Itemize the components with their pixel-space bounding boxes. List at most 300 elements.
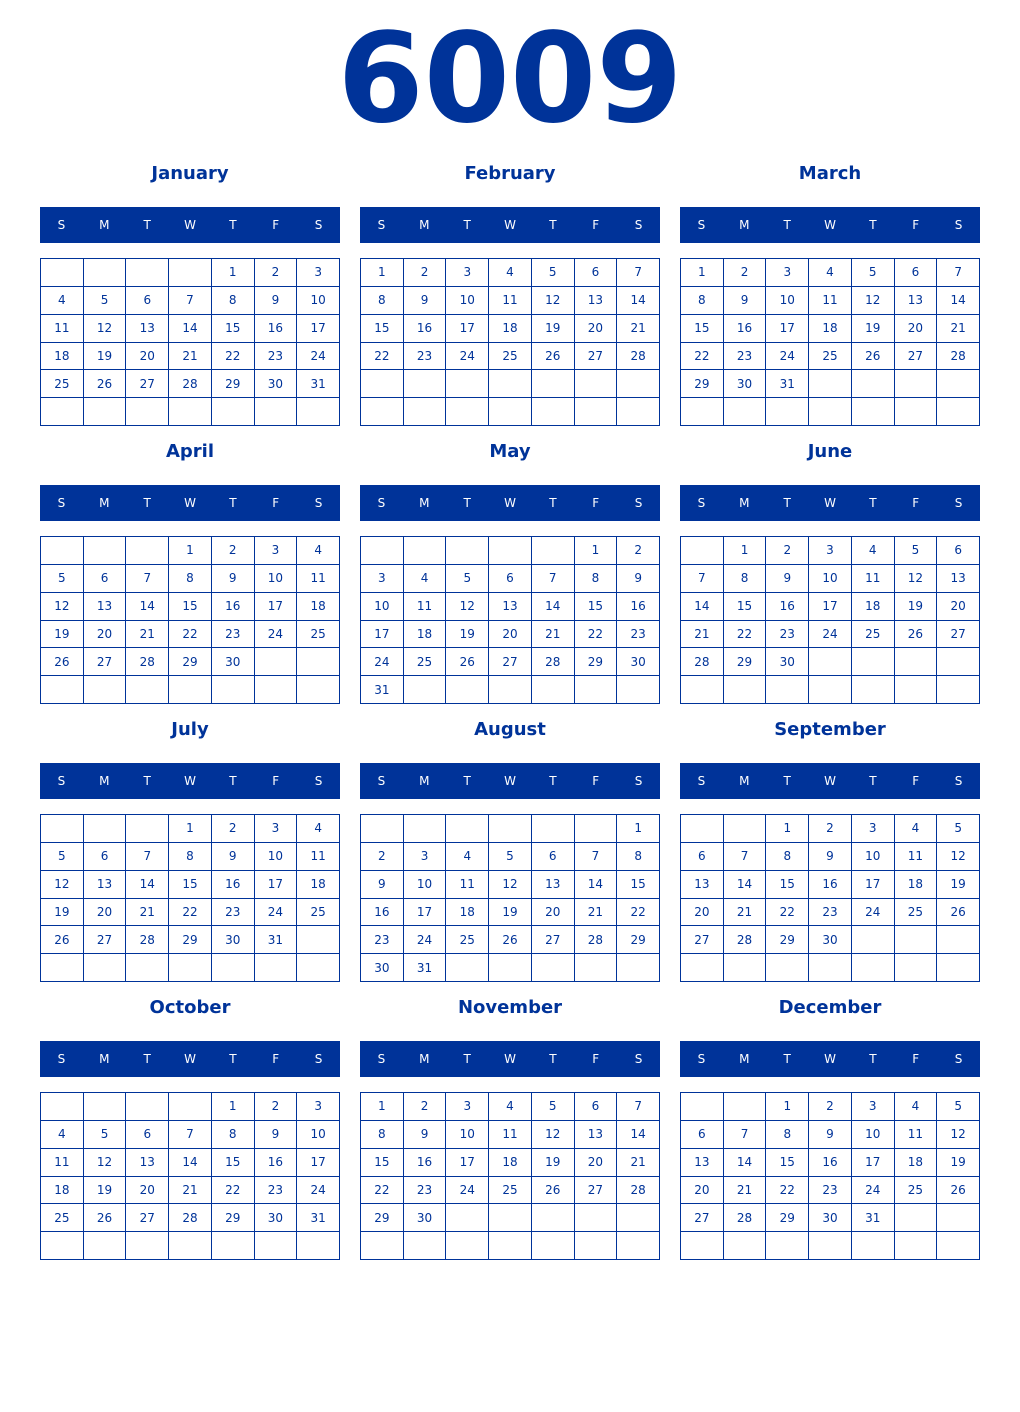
day-cell: 15 xyxy=(575,593,618,621)
day-cell: 26 xyxy=(532,1177,575,1205)
day-cell: 23 xyxy=(404,343,447,371)
month-name: October xyxy=(149,997,231,1018)
day-cell: 25 xyxy=(895,899,938,927)
weekday-label: T xyxy=(869,1052,877,1066)
month-name: June xyxy=(807,441,853,462)
day-cell: 23 xyxy=(255,343,298,371)
day-cell: 12 xyxy=(852,287,895,315)
day-cell: 13 xyxy=(681,871,724,899)
day-cell: 10 xyxy=(297,1121,340,1149)
day-cell: 12 xyxy=(446,593,489,621)
empty-cell xyxy=(724,954,767,982)
empty-cell xyxy=(895,398,938,426)
day-cell: 9 xyxy=(212,843,255,871)
weekday-header xyxy=(680,763,980,799)
day-cell: 15 xyxy=(212,1149,255,1177)
day-cell: 19 xyxy=(41,899,84,927)
day-cell: 11 xyxy=(297,565,340,593)
day-cell: 5 xyxy=(41,843,84,871)
day-cell: 12 xyxy=(84,315,127,343)
empty-cell xyxy=(404,537,447,565)
weekday-label: F xyxy=(272,496,280,510)
day-cell: 1 xyxy=(169,537,212,565)
weekday-label: F xyxy=(912,774,920,788)
empty-cell xyxy=(297,648,340,676)
weekday-label: W xyxy=(504,774,516,788)
day-cell: 14 xyxy=(532,593,575,621)
empty-cell xyxy=(446,537,489,565)
day-cell: 17 xyxy=(404,899,447,927)
day-cell: 10 xyxy=(404,871,447,899)
day-cell: 4 xyxy=(489,1093,532,1121)
weekday-label: T xyxy=(869,774,877,788)
weekday-header xyxy=(360,207,660,243)
day-cell: 11 xyxy=(895,1121,938,1149)
weekday-label: F xyxy=(912,218,920,232)
empty-cell xyxy=(84,259,127,287)
day-cell: 23 xyxy=(617,621,660,649)
day-cell: 14 xyxy=(169,1149,212,1177)
weekday-label: M xyxy=(419,1052,430,1066)
day-cell: 5 xyxy=(937,1093,980,1121)
day-cell: 9 xyxy=(766,565,809,593)
day-cell: 14 xyxy=(617,1121,660,1149)
weekday-label: W xyxy=(184,218,196,232)
empty-cell xyxy=(852,648,895,676)
day-cell: 12 xyxy=(41,593,84,621)
empty-cell xyxy=(297,926,340,954)
day-cell: 29 xyxy=(681,370,724,398)
day-cell: 15 xyxy=(169,871,212,899)
day-cell: 15 xyxy=(617,871,660,899)
month-name: December xyxy=(778,997,882,1018)
day-cell: 29 xyxy=(361,1204,404,1232)
month-name: April xyxy=(165,441,215,462)
day-cell: 20 xyxy=(489,621,532,649)
month-name: November xyxy=(457,997,563,1018)
empty-cell xyxy=(852,954,895,982)
day-grid xyxy=(40,536,340,704)
day-cell: 22 xyxy=(766,899,809,927)
day-cell: 2 xyxy=(255,259,298,287)
day-cell: 18 xyxy=(895,1149,938,1177)
day-cell: 26 xyxy=(41,926,84,954)
empty-cell xyxy=(446,1232,489,1260)
day-cell: 7 xyxy=(169,1121,212,1149)
day-cell: 4 xyxy=(895,1093,938,1121)
day-cell: 8 xyxy=(724,565,767,593)
weekday-label: W xyxy=(824,218,836,232)
day-cell: 9 xyxy=(255,1121,298,1149)
empty-cell xyxy=(617,954,660,982)
day-cell: 16 xyxy=(724,315,767,343)
empty-cell xyxy=(532,537,575,565)
day-cell: 6 xyxy=(532,843,575,871)
day-cell: 30 xyxy=(255,370,298,398)
day-cell: 7 xyxy=(724,1121,767,1149)
day-cell: 27 xyxy=(895,343,938,371)
day-cell: 30 xyxy=(766,648,809,676)
day-cell: 25 xyxy=(297,899,340,927)
empty-cell xyxy=(446,954,489,982)
day-cell: 2 xyxy=(212,815,255,843)
day-grid xyxy=(680,536,980,704)
day-cell: 9 xyxy=(404,1121,447,1149)
day-cell: 5 xyxy=(446,565,489,593)
empty-cell xyxy=(852,676,895,704)
empty-cell xyxy=(212,398,255,426)
day-cell: 28 xyxy=(617,1177,660,1205)
empty-cell xyxy=(169,1232,212,1260)
weekday-label: S xyxy=(377,496,386,510)
day-cell: 20 xyxy=(126,1177,169,1205)
day-cell: 6 xyxy=(126,1121,169,1149)
weekday-header xyxy=(360,485,660,521)
day-cell: 31 xyxy=(852,1204,895,1232)
weekday-label: M xyxy=(99,496,110,510)
day-cell: 8 xyxy=(617,843,660,871)
day-cell: 10 xyxy=(446,287,489,315)
empty-cell xyxy=(809,398,852,426)
day-cell: 16 xyxy=(404,1149,447,1177)
weekday-label: T xyxy=(783,218,791,232)
day-cell: 24 xyxy=(255,899,298,927)
weekday-label: F xyxy=(272,218,280,232)
day-cell: 7 xyxy=(532,565,575,593)
empty-cell xyxy=(297,954,340,982)
day-cell: 11 xyxy=(41,315,84,343)
day-cell: 23 xyxy=(766,621,809,649)
empty-cell xyxy=(681,676,724,704)
day-cell: 10 xyxy=(255,843,298,871)
empty-cell xyxy=(532,954,575,982)
day-cell: 6 xyxy=(84,565,127,593)
day-cell: 17 xyxy=(297,315,340,343)
day-cell: 18 xyxy=(489,1149,532,1177)
day-cell: 3 xyxy=(766,259,809,287)
empty-cell xyxy=(446,676,489,704)
weekday-label: W xyxy=(184,496,196,510)
day-cell: 25 xyxy=(809,343,852,371)
month-name: August xyxy=(474,719,546,740)
day-cell: 17 xyxy=(255,871,298,899)
weekday-label: T xyxy=(783,1052,791,1066)
day-cell: 16 xyxy=(809,1149,852,1177)
weekday-label: S xyxy=(954,774,963,788)
day-cell: 6 xyxy=(937,537,980,565)
empty-cell xyxy=(895,370,938,398)
empty-cell xyxy=(297,1232,340,1260)
day-cell: 21 xyxy=(617,315,660,343)
day-cell: 7 xyxy=(617,1093,660,1121)
day-cell: 1 xyxy=(766,815,809,843)
day-cell: 10 xyxy=(361,593,404,621)
day-cell: 21 xyxy=(681,621,724,649)
day-cell: 4 xyxy=(297,815,340,843)
day-cell: 26 xyxy=(446,648,489,676)
day-cell: 11 xyxy=(895,843,938,871)
day-cell: 25 xyxy=(489,1177,532,1205)
day-cell: 10 xyxy=(255,565,298,593)
day-grid xyxy=(680,1092,980,1260)
empty-cell xyxy=(126,398,169,426)
weekday-label: M xyxy=(739,496,750,510)
weekday-label: T xyxy=(143,774,151,788)
day-cell: 22 xyxy=(724,621,767,649)
empty-cell xyxy=(126,676,169,704)
weekday-label: S xyxy=(697,1052,706,1066)
day-cell: 23 xyxy=(404,1177,447,1205)
empty-cell xyxy=(852,926,895,954)
day-cell: 8 xyxy=(169,843,212,871)
day-cell: 31 xyxy=(361,676,404,704)
empty-cell xyxy=(681,537,724,565)
empty-cell xyxy=(84,676,127,704)
empty-cell xyxy=(937,676,980,704)
day-cell: 11 xyxy=(489,1121,532,1149)
day-cell: 13 xyxy=(575,287,618,315)
day-cell: 7 xyxy=(575,843,618,871)
day-grid xyxy=(40,814,340,982)
weekday-label: F xyxy=(912,1052,920,1066)
day-cell: 20 xyxy=(895,315,938,343)
day-cell: 21 xyxy=(532,621,575,649)
empty-cell xyxy=(41,1093,84,1121)
day-cell: 30 xyxy=(617,648,660,676)
day-cell: 14 xyxy=(169,315,212,343)
empty-cell xyxy=(575,398,618,426)
day-cell: 3 xyxy=(255,537,298,565)
weekday-label: S xyxy=(57,774,66,788)
day-cell: 21 xyxy=(617,1149,660,1177)
empty-cell xyxy=(126,1232,169,1260)
weekday-label: S xyxy=(634,218,643,232)
day-cell: 22 xyxy=(575,621,618,649)
weekday-label: M xyxy=(739,1052,750,1066)
empty-cell xyxy=(895,1204,938,1232)
month-name: September xyxy=(774,719,886,740)
empty-cell xyxy=(489,815,532,843)
day-cell: 29 xyxy=(766,1204,809,1232)
day-cell: 20 xyxy=(126,343,169,371)
day-cell: 23 xyxy=(255,1177,298,1205)
empty-cell xyxy=(126,815,169,843)
empty-cell xyxy=(724,398,767,426)
weekday-label: S xyxy=(634,774,643,788)
day-cell: 16 xyxy=(361,899,404,927)
day-cell: 12 xyxy=(937,1121,980,1149)
day-cell: 31 xyxy=(766,370,809,398)
day-cell: 26 xyxy=(84,1204,127,1232)
day-cell: 25 xyxy=(41,370,84,398)
day-cell: 18 xyxy=(297,593,340,621)
empty-cell xyxy=(809,954,852,982)
day-cell: 26 xyxy=(532,343,575,371)
day-cell: 14 xyxy=(724,871,767,899)
weekday-label: M xyxy=(419,218,430,232)
empty-cell xyxy=(895,926,938,954)
empty-cell xyxy=(41,1232,84,1260)
day-cell: 1 xyxy=(212,259,255,287)
day-cell: 21 xyxy=(724,1177,767,1205)
day-cell: 2 xyxy=(766,537,809,565)
day-cell: 3 xyxy=(404,843,447,871)
weekday-header xyxy=(40,207,340,243)
empty-cell xyxy=(895,954,938,982)
weekday-label: M xyxy=(99,218,110,232)
day-cell: 30 xyxy=(212,648,255,676)
day-cell: 28 xyxy=(617,343,660,371)
day-cell: 6 xyxy=(895,259,938,287)
empty-cell xyxy=(766,954,809,982)
day-grid xyxy=(360,536,660,704)
empty-cell xyxy=(532,676,575,704)
day-cell: 19 xyxy=(532,1149,575,1177)
weekday-label: T xyxy=(229,1052,237,1066)
day-cell: 25 xyxy=(297,621,340,649)
weekday-label: S xyxy=(57,218,66,232)
empty-cell xyxy=(255,1232,298,1260)
day-cell: 20 xyxy=(681,1177,724,1205)
weekday-label: T xyxy=(143,1052,151,1066)
month-name: January xyxy=(151,163,229,184)
weekday-label: S xyxy=(954,1052,963,1066)
day-cell: 18 xyxy=(41,1177,84,1205)
empty-cell xyxy=(84,815,127,843)
day-cell: 9 xyxy=(255,287,298,315)
day-cell: 21 xyxy=(724,899,767,927)
day-cell: 20 xyxy=(575,315,618,343)
day-cell: 16 xyxy=(255,1149,298,1177)
empty-cell xyxy=(532,815,575,843)
day-cell: 21 xyxy=(169,343,212,371)
empty-cell xyxy=(617,676,660,704)
empty-cell xyxy=(255,648,298,676)
empty-cell xyxy=(575,1204,618,1232)
day-cell: 24 xyxy=(766,343,809,371)
day-cell: 16 xyxy=(617,593,660,621)
day-cell: 28 xyxy=(724,926,767,954)
day-cell: 10 xyxy=(297,287,340,315)
day-cell: 6 xyxy=(575,259,618,287)
day-cell: 18 xyxy=(489,315,532,343)
empty-cell xyxy=(489,370,532,398)
weekday-header xyxy=(40,1041,340,1077)
day-cell: 28 xyxy=(937,343,980,371)
day-cell: 31 xyxy=(255,926,298,954)
day-cell: 6 xyxy=(489,565,532,593)
day-cell: 24 xyxy=(297,1177,340,1205)
weekday-label: S xyxy=(314,218,323,232)
day-cell: 4 xyxy=(446,843,489,871)
weekday-label: W xyxy=(184,1052,196,1066)
day-cell: 8 xyxy=(212,287,255,315)
weekday-label: W xyxy=(824,1052,836,1066)
day-cell: 11 xyxy=(489,287,532,315)
day-cell: 13 xyxy=(681,1149,724,1177)
month-name: July xyxy=(171,719,209,740)
day-cell: 22 xyxy=(617,899,660,927)
empty-cell xyxy=(937,1232,980,1260)
day-cell: 25 xyxy=(489,343,532,371)
day-cell: 7 xyxy=(126,565,169,593)
day-cell: 7 xyxy=(724,843,767,871)
weekday-label: S xyxy=(57,1052,66,1066)
day-cell: 24 xyxy=(852,899,895,927)
weekday-label: W xyxy=(504,1052,516,1066)
day-cell: 28 xyxy=(169,1204,212,1232)
empty-cell xyxy=(361,398,404,426)
day-cell: 1 xyxy=(361,259,404,287)
day-cell: 4 xyxy=(41,1121,84,1149)
day-cell: 27 xyxy=(681,1204,724,1232)
empty-cell xyxy=(575,815,618,843)
day-cell: 3 xyxy=(297,1093,340,1121)
empty-cell xyxy=(255,398,298,426)
day-cell: 5 xyxy=(41,565,84,593)
empty-cell xyxy=(852,1232,895,1260)
day-cell: 24 xyxy=(361,648,404,676)
empty-cell xyxy=(41,676,84,704)
day-cell: 28 xyxy=(724,1204,767,1232)
day-cell: 29 xyxy=(169,648,212,676)
day-grid xyxy=(360,258,660,426)
weekday-label: T xyxy=(549,774,557,788)
empty-cell xyxy=(404,370,447,398)
weekday-label: T xyxy=(549,496,557,510)
day-cell: 1 xyxy=(766,1093,809,1121)
day-cell: 5 xyxy=(895,537,938,565)
weekday-header xyxy=(680,207,980,243)
day-cell: 26 xyxy=(937,899,980,927)
day-cell: 11 xyxy=(297,843,340,871)
day-cell: 11 xyxy=(404,593,447,621)
empty-cell xyxy=(852,370,895,398)
day-cell: 26 xyxy=(852,343,895,371)
weekday-label: S xyxy=(954,218,963,232)
day-cell: 22 xyxy=(169,899,212,927)
day-cell: 15 xyxy=(361,1149,404,1177)
day-cell: 13 xyxy=(489,593,532,621)
day-cell: 29 xyxy=(575,648,618,676)
day-cell: 5 xyxy=(532,259,575,287)
day-cell: 31 xyxy=(404,954,447,982)
empty-cell xyxy=(84,398,127,426)
day-cell: 2 xyxy=(724,259,767,287)
empty-cell xyxy=(41,537,84,565)
weekday-label: T xyxy=(869,496,877,510)
weekday-label: S xyxy=(697,496,706,510)
empty-cell xyxy=(575,1232,618,1260)
empty-cell xyxy=(895,648,938,676)
day-cell: 3 xyxy=(852,1093,895,1121)
day-cell: 12 xyxy=(84,1149,127,1177)
day-cell: 6 xyxy=(681,1121,724,1149)
day-cell: 4 xyxy=(297,537,340,565)
day-cell: 27 xyxy=(575,1177,618,1205)
day-cell: 8 xyxy=(766,1121,809,1149)
empty-cell xyxy=(617,1232,660,1260)
day-cell: 12 xyxy=(532,1121,575,1149)
day-cell: 24 xyxy=(446,1177,489,1205)
day-cell: 11 xyxy=(852,565,895,593)
day-cell: 27 xyxy=(681,926,724,954)
day-cell: 19 xyxy=(532,315,575,343)
empty-cell xyxy=(489,676,532,704)
day-cell: 5 xyxy=(532,1093,575,1121)
day-cell: 12 xyxy=(532,287,575,315)
day-cell: 18 xyxy=(297,871,340,899)
